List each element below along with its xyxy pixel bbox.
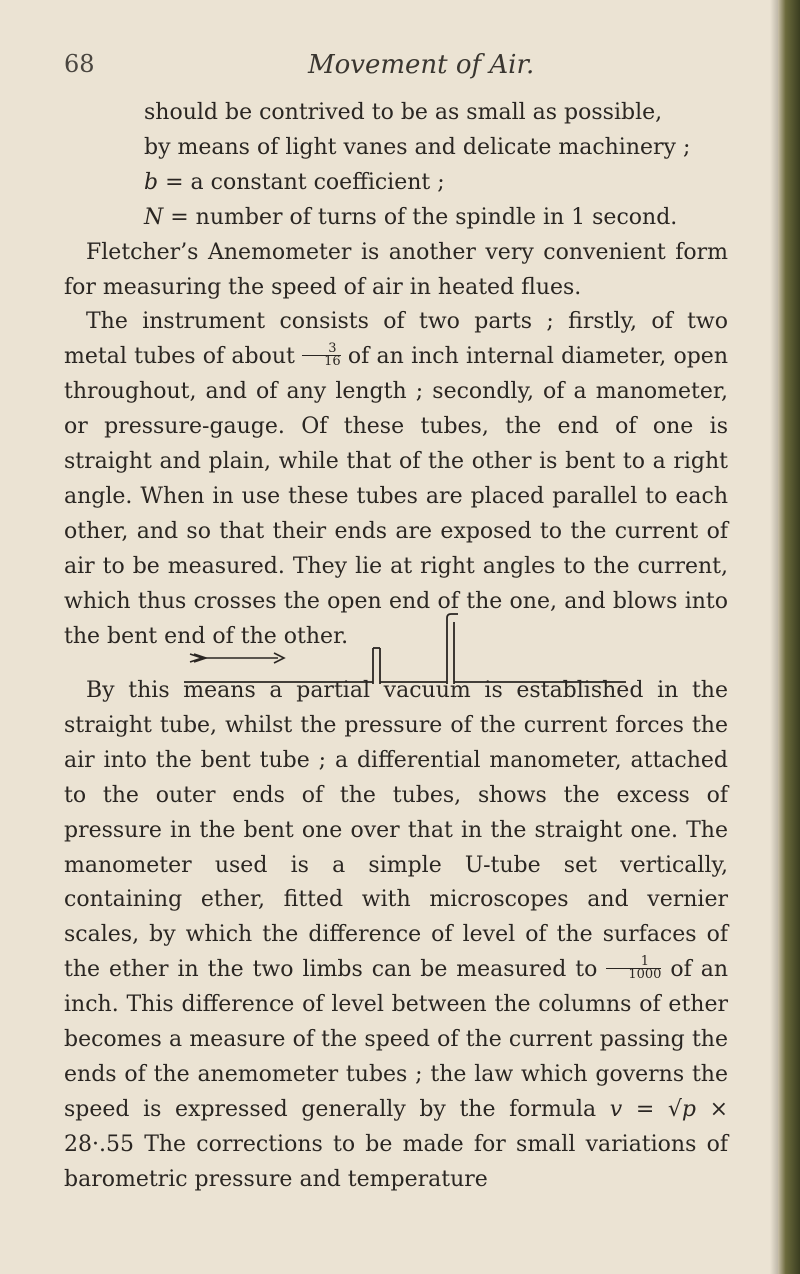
definition-n: [64, 201, 728, 236]
paragraph-fletcher: Fletcher’s Anemometer is another very convenient form for measuring the speed of air in heated flues.: [64, 239, 728, 300]
paragraph-vacuum: [64, 674, 728, 1198]
symbol-n: N: [144, 204, 164, 230]
paragraph-vacuum-b: of an inch. This difference of level between the columns of ether becomes a measure of the speed of the current passing the ends of the anemometer tubes ; the law which governs the speed is expressed generally by the formula: [64, 957, 729, 1122]
anemometer-diagram: [170, 404, 650, 684]
continued-line-1: should be contrived to be as small as possible,: [144, 100, 663, 125]
formula-p: p: [681, 1096, 696, 1122]
continued-line-2: by means of light vanes and delicate machinery ;: [144, 134, 691, 160]
current-arrow-fletching: [190, 654, 206, 662]
formula-rest: × 28·.55: [64, 1096, 728, 1157]
formula-equals: = √: [622, 1096, 682, 1122]
fraction-numerator: 3: [328, 340, 337, 356]
formula-v: v: [609, 1096, 623, 1122]
paragraph-vacuum-a: By this means a partial vacuum is established in the straight tube, whilst the pressure of the current forces the air into the bent tube ; a differential manometer, attached to the outer ends of the tubes, shows the excess of pressure in the bent one over that in the straight one. The manometer used is a simple U-tube set vertically, containing ether, fitted with microscopes and vernier scales, by which the difference of level of the surfaces of the ether in the two limbs can be measured to: [64, 678, 728, 983]
page-edge-gradient: [770, 0, 778, 1274]
text-block-bottom: [64, 674, 728, 1198]
paragraph-vacuum-c: The corrections to be made for small variations of barometric pressure and temperature: [64, 1131, 728, 1192]
tube-figure: [170, 404, 650, 684]
fraction-three-sixteenths: [302, 340, 341, 369]
fraction2-numerator: 1: [640, 953, 650, 969]
definition-n-text: = number of turns of the spindle in 1 second.: [163, 204, 678, 230]
paragraph-instrument-a: The instrument consists of two parts ; firstly, of two metal tubes of about: [64, 309, 728, 370]
page-header: [64, 50, 730, 90]
symbol-b: b: [144, 169, 159, 195]
definition-b-text: = a constant coefficient ;: [158, 169, 445, 195]
page-number: 68: [64, 50, 95, 78]
fraction-denominator: 16: [302, 355, 341, 368]
definition-b: [64, 166, 728, 201]
fraction2-denominator: 1000: [606, 968, 661, 981]
paragraph-instrument-b: of an inch internal diameter, open throughout, and of any length ; secondly, of a manometer, or pressure-gauge. Of these tubes, the end of one is straight and plain, while that of the other is bent to a right angle. When in use these tubes are placed parallel to each other, and so that their ends are exposed to the current of air to be measured. They lie at right angles to the current, which thus crosses the open end of the one, and blows into the bent end of the other.: [64, 344, 728, 649]
page-edge-shadow: [778, 0, 800, 1274]
fraction-one-thousandth: [606, 953, 662, 982]
running-title: Movement of Air.: [308, 50, 535, 80]
